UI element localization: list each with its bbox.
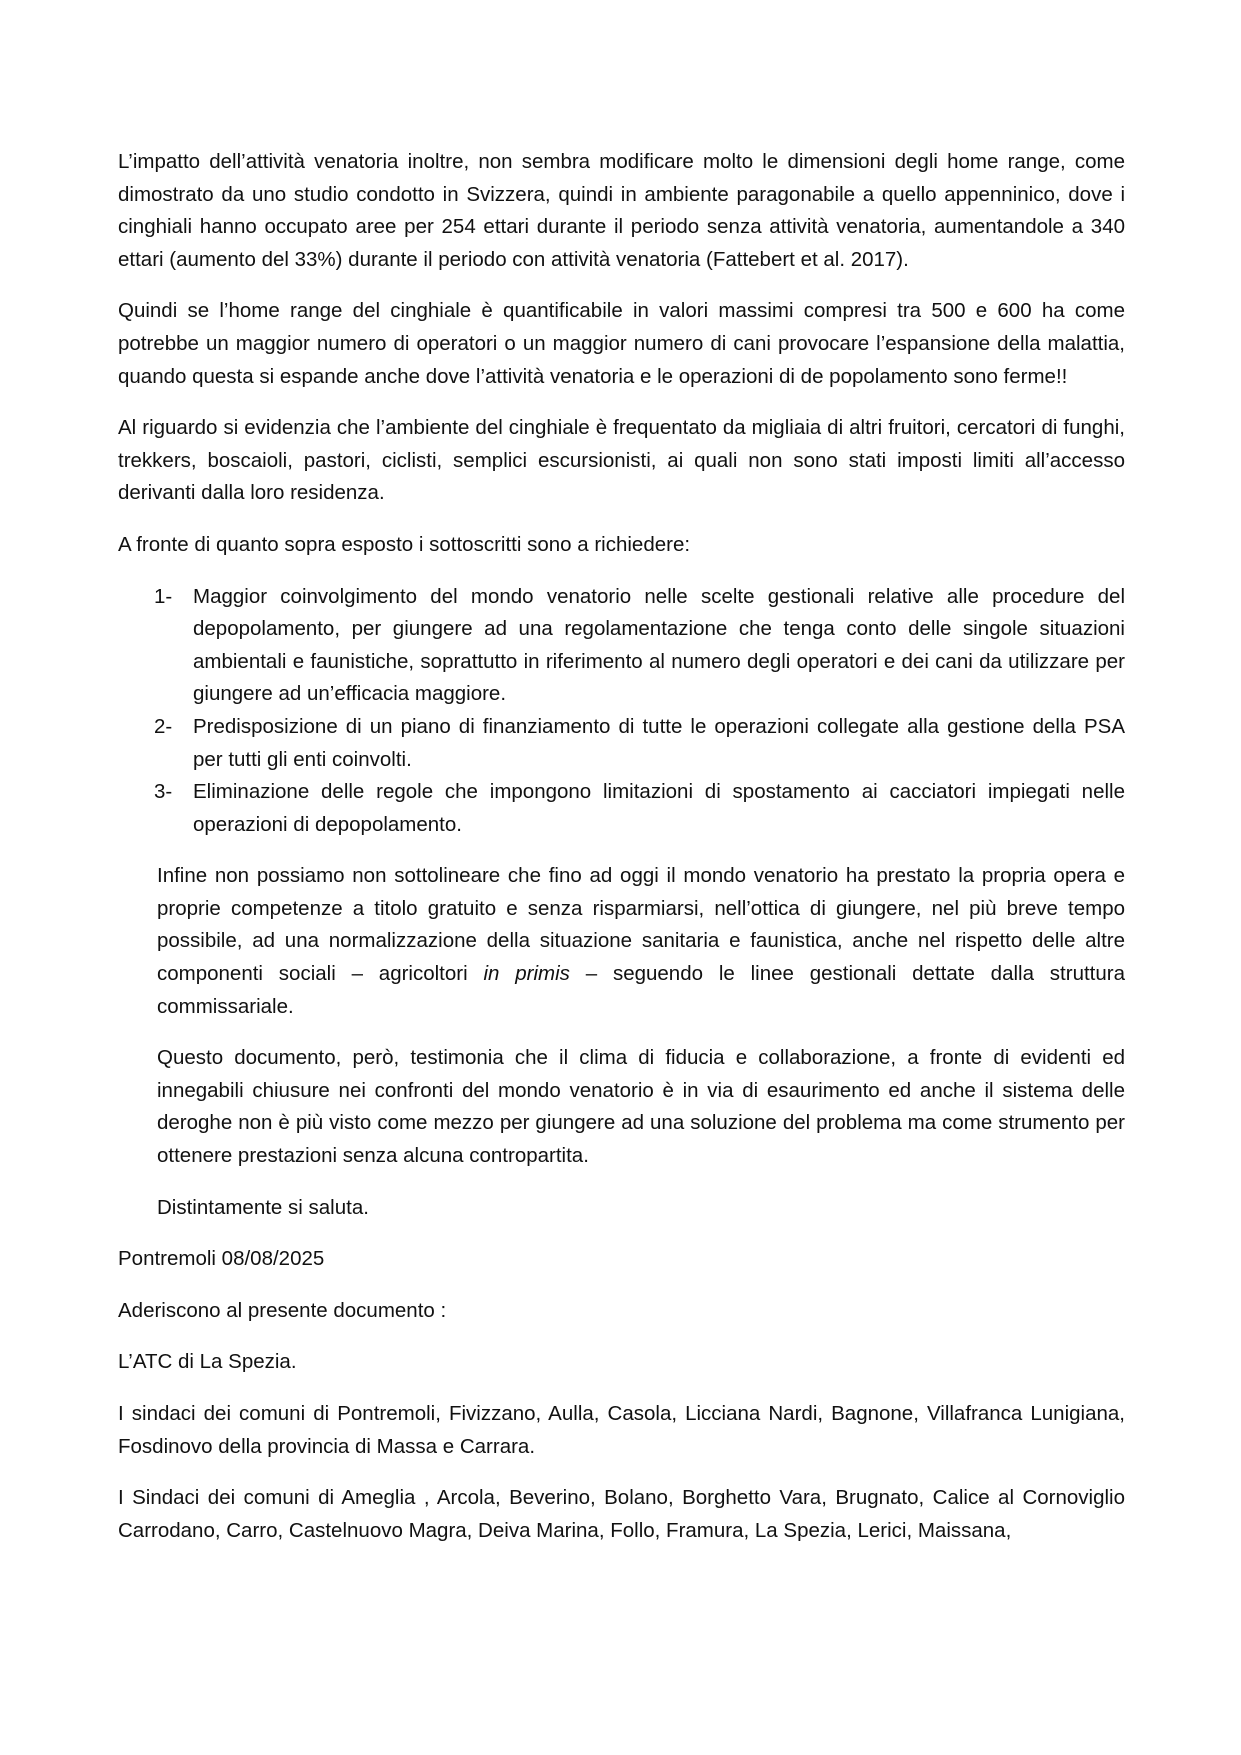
paragraph-trust-statement: Questo documento, però, testimonia che il clima di fiducia e collaborazione, a fronte di evidenti ed innegabili chiusure nei confronti del mondo venatorio è in via di esaurimento ed anche il sistema delle deroghe non è più visto come mezzo per giungere ad una soluzione del problema ma come strumento per ottenere prestazioni senza alcuna contropartita. [157,1046,1125,1168]
list-item-text: Maggior coinvolgimento del mondo venatorio nelle scelte gestionali relative alle procedure del depopolamento, per giungere ad una regolamentazione che tenga conto delle singole situazioni ambientali e faunistiche, soprattutto in riferimento al numero degli operatori e dei cani da utilizzare per giungere ad un’efficacia maggiore. [193,584,1125,706]
paragraph-home-range-study: L’impatto dell’attività venatoria inoltre, non sembra modificare molto le dimensioni degli home range, come dimostrato da uno studio condotto in Svizzera, quindi in ambiente paragonabile a quello appenninico, dove i cinghiali hanno occupato aree per 254 ettari durante il periodo senza attività venatoria, aumentandole a 340 ettari (aumento del 33%) durante il periodo con attività venatoria (Fattebert et al. 2017). [118,150,1125,271]
list-item-text: Predisposizione di un piano di finanziamento di tutte le operazioni collegate alla gestione della PSA per tutti gli enti coinvolti. [193,714,1125,771]
place-date: Pontremoli 08/08/2025 [118,1247,325,1271]
conclusion-text-end: – seguendo le linee gestionali dettate dalla struttura commissariale. [157,962,1125,1018]
adherence-heading: Aderiscono al presente documento : [118,1298,447,1322]
paragraph-other-users: Al riguardo si evidenzia che l’ambiente del cinghiale è frequentato da migliaia di altri fruitori, cercatori di funghi, trekkers, boscaioli, pastori, ciclisti, semplici escursionisti, ai quali non sono stati imposti limiti all’accesso derivanti dalla loro residenza. [118,416,1125,505]
list-item [118,711,1125,776]
mayors-massa-carrara: I sindaci dei comuni di Pontremoli, Fivizzano, Aulla, Casola, Licciana Nardi, Bagnone, Villafranca Lunigiana, Fosdinovo della provincia di Massa e Carrara. [118,1402,1125,1458]
conclusion-italic-phrase: in primis [483,962,570,986]
conclusion-text-start: Infine non possiamo non sottolineare che fino ad oggi il mondo venatorio ha prestato la propria opera e proprie competenze a titolo gratuito e senza risparmiarsi, nell’ottica di giungere, nel più breve tempo possibile, ad una normalizzazione della situazione sanitaria e faunistica, anche nel rispetto delle altre componenti sociali – agricoltori [157,864,1125,986]
mayors-la-spezia: I Sindaci dei comuni di Ameglia , Arcola, Beverino, Bolano, Borghetto Vara, Brugnato, Calice al Cornoviglio Carrodano, Carro, Castelnuovo Magra, Deiva Marina, Follo, Framura, La Spezia, Lerici, Maissana, [118,1486,1125,1542]
paragraph-home-range-question: Quindi se l’home range del cinghiale è quantificabile in valori massimi compresi tra 500 e 600 ha come potrebbe un maggior numero di operatori o un maggior numero di cani provocare l’espansione della malattia, quando questa si espande anche dove l’attività venatoria e le operazioni di de popolamento sono ferme!! [118,299,1125,388]
list-item [118,581,1125,711]
paragraph-conclusion [118,860,1125,1023]
requests-list [118,581,1125,842]
list-item [118,776,1125,841]
atc-adherent: L’ATC di La Spezia. [118,1350,297,1374]
salutation: Distintamente si saluta. [157,1195,369,1219]
list-item-number: 2- [154,714,173,738]
list-item-number: 1- [154,584,173,608]
list-item-text: Eliminazione delle regole che impongono limitazioni di spostamento ai cacciatori impiegati nelle operazioni di depopolamento. [193,780,1125,836]
paragraph-requests-intro: A fronte di quanto sopra esposto i sottoscritti sono a richiedere: [118,532,691,556]
list-item-number: 3- [154,780,173,804]
document-page [118,146,1125,1547]
